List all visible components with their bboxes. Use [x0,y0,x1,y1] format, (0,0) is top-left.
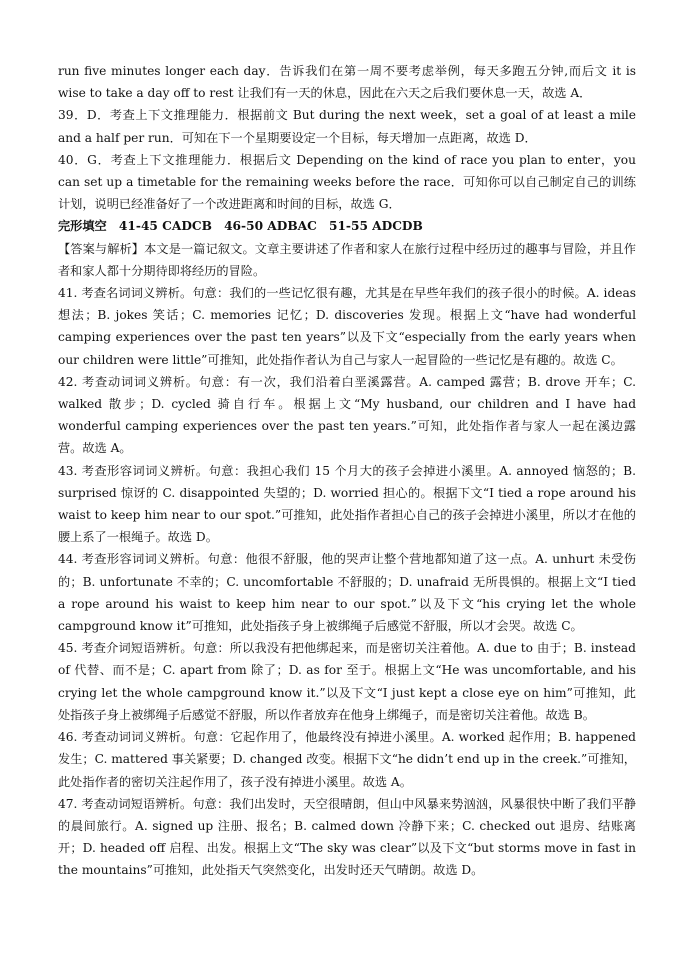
paragraph-q47: 47. 考查动词短语辨析。句意：我们出发时，天空很晴朗，但山中风暴来势汹汹，风暴很快中断了我们平静的晨间旅行。A. signed up 注册、报名；B. calmed down 冷静下来；C. checked out 退房、结账离开；D. headed off 启程、出发。根据上文“The sky was clear”以及下文“but storms move in fast in the mountains”可推知，此处指天气突然变化，出发时还天气晴朗。故选 D。 [58,796,636,878]
paragraph-q39: 39．D．考查上下文推理能力．根据前文 But during the next week，set a goal of at least a mile and a half per run．可知在下一个星期要设定一个目标，每天增加一点距离，故选 D． [58,108,636,145]
paragraph-q46: 46. 考查动词词义辨析。句意：它起作用了，他最终没有掉进小溪里。A. worked 起作用；B. happened 发生；C. mattered 事关紧要；D. changed 改变。根据下文“he didn’t end up in the creek.”可推知，此处指作者的密切关注起作用了，孩子没有掉进小溪里。故选 A。 [58,730,636,789]
answer-analysis-intro: 【答案与解析】本文是一篇记叙文。文章主要讲述了作者和家人在旅行过程中经历过的趣事与冒险，并且作者和家人都十分期待即将经历的冒险。 [58,241,636,278]
paragraph-q38-continued: run five minutes longer each day．告诉我们在第一周不要考虑举例，每天多跑五分钟,而后文 it is wise to take a day off to rest 让我们有一天的休息，因此在六天之后我们要休息一天，故选 A． [58,64,636,101]
paragraph-q40: 40．G．考查上下文推理能力．根据后文 Depending on the kind of race you plan to enter，you can set up a timetable for the remaining weeks before the race．可知你可以自己制定自己的训练计划，说明已经准备好了一个改进距离和时间的目标，故选 G． [58,152,636,212]
cloze-answer-heading: 完形填空 41-45 CADCB 46-50 ADBAC 51-55 ADCDB [58,219,423,234]
paragraph-q41: 41. 考查名词词义辨析。句意：我们的一些记忆很有趣，尤其是在早些年我们的孩子很小的时候。A. ideas 想法；B. jokes 笑话；C. memories 记忆；D. discoveries 发现。根据上文“have had wonderful camping experiences over the past ten years”以及下文“especially from the early years when our children were little”可推知，此处指作者认为自己与家人一起冒险的一些记忆是有趣的。故选 C。 [58,286,636,367]
paragraph-q43: 43. 考查形容词词义辨析。句意：我担心我们 15 个月大的孩子会掉进小溪里。A. annoyed 恼怒的；B. surprised 惊讶的 C. disappointed 失望的；D. worried 担心的。根据下文“I tied a rope around his waist to keep him near to our spot.”可推知，此处指作者担心自己的孩子会掉进小溪里，所以才在他的腰上系了一根绳子。故选 D。 [58,463,636,545]
paragraph-q42: 42. 考查动词词义辨析。句意：有一次，我们沿着白垩溪露营。A. camped 露营；B. drove 开车；C. walked 散步；D. cycled 骑自行车。根据上文“My husband, our children and I have had wonderful camping experiences over the past ten years.”可知，此处指作者与家人一起在溪边露营。故选 A。 [58,374,636,456]
paragraph-q44: 44. 考查形容词词义辨析。句意：他很不舒服，他的哭声让整个营地都知道了这一点。A. unhurt 未受伤的；B. unfortunate 不幸的；C. uncomfortable 不舒服的；D. unafraid 无所畏惧的。根据上文“I tied a rope around his waist to keep him near to our spot.”以及下文“his crying let the whole campground know it”可推知，此处指孩子身上被绑绳子后感觉不舒服，所以才会哭。故选 C。 [58,552,636,634]
paragraph-q45: 45. 考查介词短语辨析。句意：所以我没有把他绑起来，而是密切关注着他。A. due to 由于；B. instead of 代替、而不是；C. apart from 除了；D. as for 至于。根据上文“He was uncomfortable, and his crying let the whole campground know it.”以及下文“I just kept a close eye on him”可推知，此处指孩子身上被绑绳子后感觉不舒服，所以作者放弃在他身上绑绳子，而是密切关注着他。故选 B。 [58,641,636,722]
